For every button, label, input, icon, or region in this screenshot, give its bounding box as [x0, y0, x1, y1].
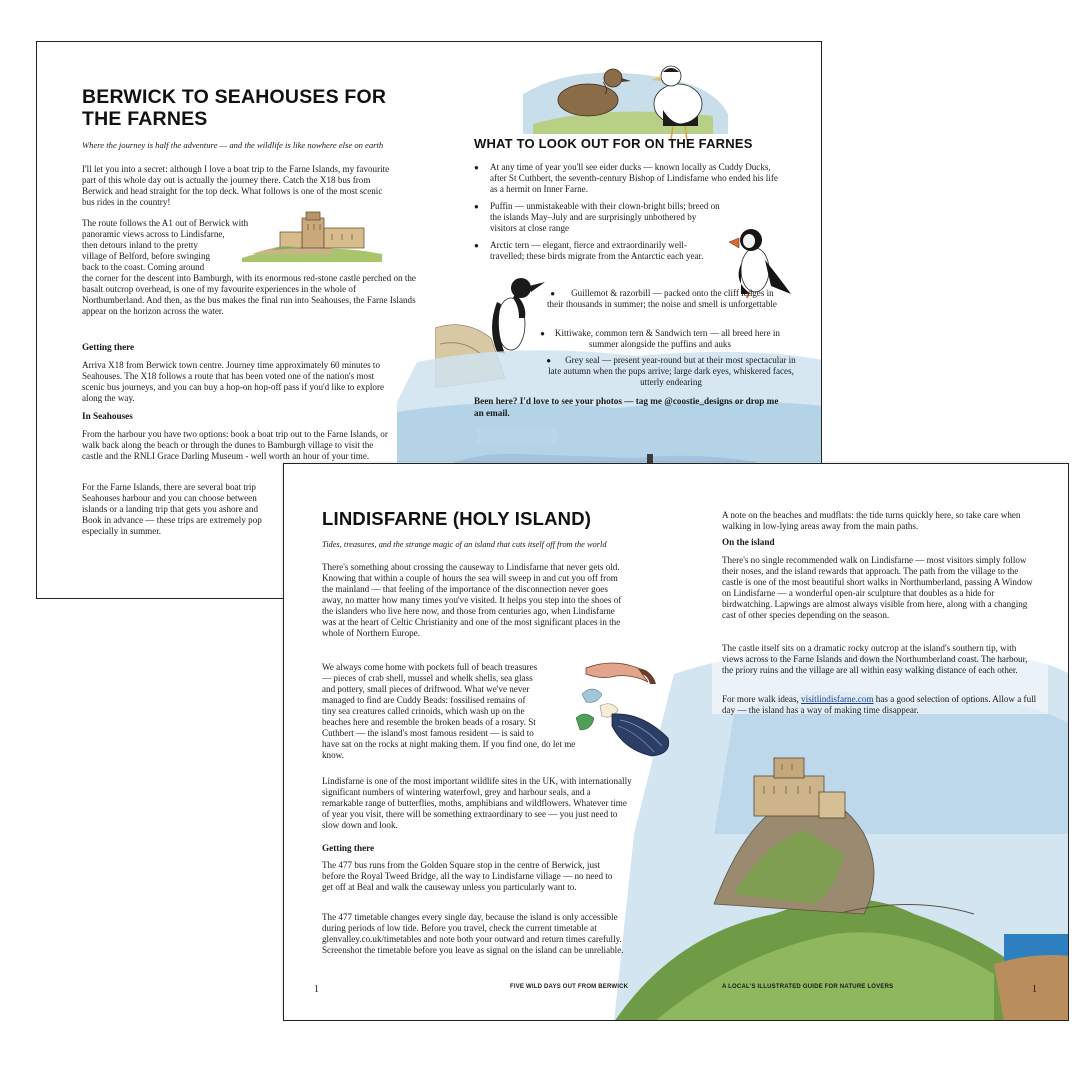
kittiwake-text: Kittiwake, common tern & Sandwich tern — all breed here in summer alongside the puffins and auks [554, 328, 780, 349]
treasure-line: and pottery, small pieces of driftwood. What we've never [322, 684, 530, 694]
footer-page-number-right: 1 [1032, 984, 1037, 995]
getting-there-heading: Getting there [322, 843, 375, 853]
getting-there-text: The 477 bus runs from the Golden Square stop in the centre of Berwick, just before the Royal Tweed Bridge, all the way to Lindisfarne village — no need to get off at Beal and walk the causeway unless you particularly want to. [322, 860, 613, 892]
list-item: ● Arctic tern — elegant, fierce and extraordinarily well-travelled; these birds migrate from the Antarctic each year. [474, 240, 720, 262]
intro-paragraph: There's something about crossing the causeway to Lindisfarne that never gets old. Knowing that within a couple of hours the sea will sweep in and cut you off from the mainland — that feeling of the importance of the disconnection never goes away, no matter how many times you've visited. It helps you step into the shoes of the islanders who live here now, and those from centuries ago, when Lindisfarne was at the heart of Celtic Christianity and one of the most significant places in the whole of Northern Europe. [322, 562, 622, 638]
treasures-paragraph [322, 662, 582, 761]
treasure-line: tiny sea creatures called crinoids, which wash up on the [322, 706, 525, 716]
beaches-note: A note on the beaches and mudflats: the tide turns quickly here, so take care when walking in low-lying areas away from the main paths. [722, 510, 1021, 531]
treasure-line: — pieces of crab shell, mussel and whelk shells, sea glass [322, 673, 533, 683]
footer-page-number-left: 1 [314, 984, 319, 995]
farnes-line: islands or a landing trip that gets you ashore and [82, 504, 259, 514]
on-island-heading: On the island [722, 537, 775, 547]
treasure-line: We always come home with pockets full of beach treasures [322, 662, 538, 672]
title-line-1: BERWICK TO SEAHOUSES FOR [82, 86, 387, 108]
on-island-text: There's no single recommended walk on Lindisfarne — most visitors simply follow their noses, and the island rewards that approach. The path from the village to the castle is one of the most beautiful short walks in Northumberland, passing A Window on Lindisfarne — a wonderful open-air sculpture that doubles as a hide for birdwatching. Lapwings are almost always visible from here, along with a changing cast of other species depending on the season. [722, 555, 1033, 620]
timetable-text: The 477 timetable changes every single day, because the island is only accessible during periods of low tide. Before you travel, check the current timetable at glenvalley.co.uk/timetables and note both your outward and return times carefully. Screenshot the timetable before you leave as signal on the island can be unreliable. [322, 912, 624, 955]
treasure-line: Cuthbert — the island's most famous resident — is said to [322, 728, 534, 738]
route-line: then detours inland to the pretty [82, 240, 198, 250]
spread-page-lindisfarne [283, 463, 1069, 1021]
getting-there-heading: Getting there [82, 342, 135, 352]
page-subtitle: Tides, treasures, and the strange magic of an island that cuts itself off from the world [322, 540, 607, 549]
visitlindisfarne-link[interactable]: visitlindisfarne.com [801, 694, 874, 704]
page-title [82, 86, 412, 130]
eider-ducks-illustration [513, 54, 733, 146]
treasure-line: managed to find are Cuddy Beads: fossilised remains of [322, 695, 526, 705]
route-line: back to the coast. Coming around [82, 262, 205, 272]
route-line: panoramic views across to Lindisfarne, [82, 229, 225, 239]
farnes-line: especially in summer. [82, 526, 162, 536]
list-item: ● At any time of year you'll see eider ducks — known locally as Cuddy Ducks, after St Cuthbert, the seventh-century Bishop of Lindisfarne who ended his life as a hermit on Inner Farne. [474, 162, 779, 195]
bamburgh-castle-illustration [242, 210, 382, 262]
treasure-line: have sat on the rocks at night making them. If you find one, do let me [322, 739, 576, 749]
list-item: ● Puffin — unmistakeable with their clown-bright bills; breed on the islands May–July and are surprisingly unbothered by visitors at close range [474, 201, 720, 234]
getting-there-text: Arriva X18 from Berwick town centre. Journey time approximately 60 minutes to Seahouses. The X18 follows a route that has been voted one of the nation's most scenic bus journeys, and you can buy a hop-on hop-off pass if you'd like to explore along the way. [82, 360, 385, 403]
beach-treasures-illustration [572, 654, 692, 764]
seal-text: Grey seal — present year-round but at their most spectacular in late autumn when the pups arrive; large dark eyes, whiskered faces, utterly endearing [548, 355, 796, 387]
more-walks-text [722, 694, 1040, 716]
route-line: village of Belford, before swinging [82, 251, 211, 261]
route-paragraph-rest: the corner for the descent into Bamburgh, with its enormous red-stone castle perched on the basalt outcrop overhead, is one of my favourite experiences in the whole of Northumberland. And then, as the bus makes the final run into Seahouses, the Farne Islands appear on the horizon across the water. [82, 273, 416, 316]
lookout-heading: WHAT TO LOOK OUT FOR ON THE FARNES [474, 136, 753, 151]
treasure-line: beaches here and resemble the broken beads of a rosary. St [322, 717, 536, 727]
page-title: LINDISFARNE (HOLY ISLAND) [322, 508, 592, 529]
wildlife-paragraph: Lindisfarne is one of the most important wildlife sites in the UK, with internationally significant numbers of wintering waterfowl, grey and harbour seals, and a remarkable range of butterflies, moths, amphibians and wildflowers. Whatever time of year you visit, there will be something extraordinary to see — you just need to slow down and look. [322, 776, 632, 830]
farnes-line: Book in advance — these trips are extremely pop [82, 515, 262, 525]
more-walks-pre: For more walk ideas, [722, 694, 802, 704]
photo-call: Been here? I'd love to see your photos — tag me @coostie_designs or drop me an email. [474, 396, 779, 418]
footer-right-title: A LOCAL'S ILLUSTRATED GUIDE FOR NATURE LOVERS [722, 984, 894, 990]
route-line: The route follows the A1 out of Berwick with [82, 218, 249, 228]
seal-item: ● Grey seal — present year-round but at their most spectacular in late autumn when the pups arrive; large dark eyes, whiskered faces, utterly endearing [546, 355, 796, 387]
farnes-line: Seahouses harbour and you can choose between [82, 493, 257, 503]
title-line-2: THE FARNES [82, 108, 208, 130]
seahouses-text: From the harbour you have two options: book a boat trip out to the Farne Islands, or walk back along the beach or through the dunes to Bamburgh village to visit the castle and the RNLI Grace Darling Museum - well worth an hour of your time. [82, 429, 388, 461]
page-subtitle: Where the journey is half the adventure — and the wildlife is like nowhere else on earth [82, 140, 384, 150]
seahouses-heading: In Seahouses [82, 411, 133, 421]
castle-text: The castle itself sits on a dramatic rocky outcrop at the island's southern tip, with views across to the Farne Islands and down the Northumberland coast. The harbour, the priory ruins and the village are all within easy walking distance of each other. [722, 643, 1028, 675]
kittiwake-item: ● Kittiwake, common tern & Sandwich tern — all breed here in summer alongside the puffins and auks [540, 328, 780, 349]
footer-left-title: FIVE WILD DAYS OUT FROM BERWICK [510, 984, 629, 990]
treasure-line: know. [322, 750, 344, 760]
guillemot-text: Guillemot & razorbill — packed onto the cliff ledges in their thousands in summer; the noise and smell is unforgettable [547, 288, 777, 309]
guillemot-item: ● Guillemot & razorbill — packed onto the cliff ledges in their thousands in summer; the noise and smell is unforgettable [547, 288, 777, 309]
farnes-line: For the Farne Islands, there are several boat trip [82, 482, 256, 492]
intro-paragraph: I'll let you into a secret: although I love a boat trip to the Farne Islands, my favourite part of this whole day out is actually the journey there. Catch the X18 bus from Berwick and head straight for the top deck. What follows is one of the most scenic bus rides in the country! [82, 164, 390, 207]
more-walks-post: has a good selection of options. Allow a full day — the island has a way of making time disappear. [722, 694, 1037, 715]
